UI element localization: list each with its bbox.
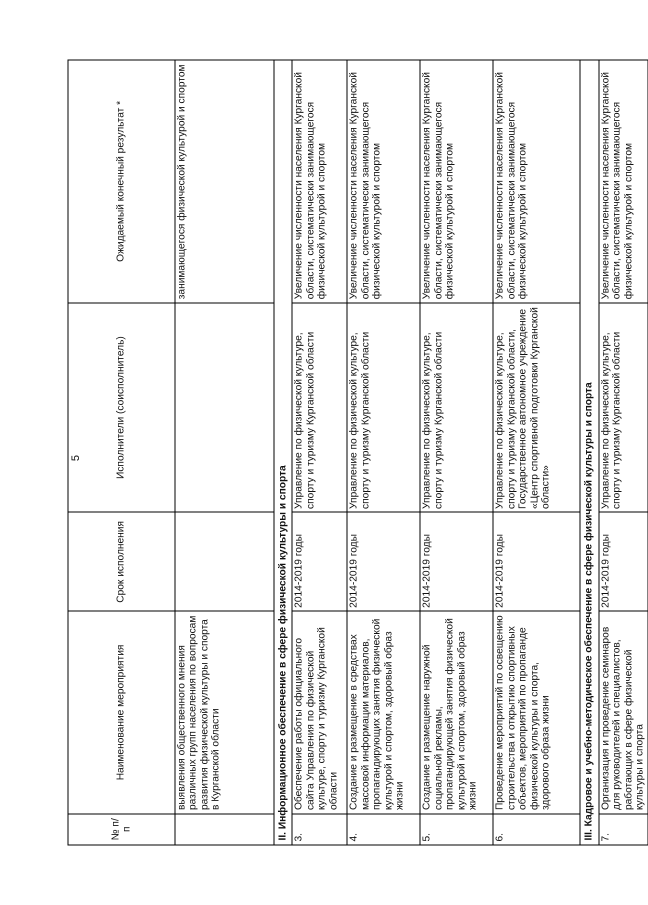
header-executors: Исполнители (соисполнитель) (68, 302, 175, 512)
cell-executors: Управление по физической культуре, спорту и туризму Курганской области (599, 302, 648, 512)
cell-result: Увеличение численности населения Курганской области, систематически занимающегося физической культурой и спортом (420, 60, 493, 303)
table-row (599, 60, 648, 845)
cell-deadline: 2014-2019 годы (599, 512, 648, 611)
cell-num: 4. (347, 813, 420, 844)
cell-num: 5. (420, 813, 493, 844)
table-row (493, 60, 580, 845)
measures-table (68, 59, 648, 845)
cell-deadline: 2014-2019 годы (292, 512, 347, 611)
cell-name: Организация и проведение семинаров для руководителей и специалистов, работающих в сфере физической культуры и спорта (599, 611, 648, 813)
section-heading: II. Информационное обеспечение в сфере физической культуры и спорта (274, 60, 292, 845)
cell-num: 3. (292, 813, 347, 844)
cell-result: Увеличение численности населения Курганской области, систематически занимающегося физической культурой и спортом (493, 60, 580, 303)
header-deadline: Срок исполнения (68, 512, 175, 611)
cell-name: Обеспечение работы официального сайта Управления по физической культуре, спорту и туризму Курганской области (292, 611, 347, 813)
table-header-row (68, 60, 175, 845)
cell-executors (175, 302, 274, 512)
cell-executors: Управление по физической культуре, спорту и туризму Курганской области (347, 302, 420, 512)
cell-name: выявления общественного мнения различных групп населения по вопросам развития физической культуры и спорта в Курганской области (175, 611, 274, 813)
header-num: № п/п (68, 813, 175, 844)
cell-deadline: 2014-2019 годы (493, 512, 580, 611)
cell-executors: Управление по физической культуре, спорту и туризму Курганской области, Государственное автономное учреждение «Центр спортивной подготовки Курганской области» (493, 302, 580, 512)
header-name: Наименование мероприятия (68, 611, 175, 813)
section-row-2 (274, 60, 292, 845)
cell-num: 7. (599, 813, 648, 844)
cell-result: Увеличение численности населения Курганской области, систематически занимающегося физической культурой и спортом (599, 60, 648, 303)
cell-result: Увеличение численности населения Курганской области, систематически занимающегося физической культурой и спортом (292, 60, 347, 303)
cell-num (175, 813, 274, 844)
cell-result: занимающегося физической культурой и спортом (175, 60, 274, 303)
cell-name: Создание и размещение наружной социальной рекламы, пропагандирующей занятия физической культурой и спортом, здоровый образ жизни (420, 611, 493, 813)
cell-result: Увеличение численности населения Курганской области, систематически занимающегося физической культурой и спортом (347, 60, 420, 303)
section-heading: III. Кадровое и учебно-методическое обеспечение в сфере физической культуры и спорта (580, 60, 598, 845)
cell-name: Проведение мероприятий по освещению строительства и открытию спортивных объектов, мероприятий по пропаганде физической культуры и спорта, здорового образа жизни (493, 611, 580, 813)
cell-deadline: 2014-2019 годы (347, 512, 420, 611)
header-result: Ожидаемый конечный результат * (68, 60, 175, 303)
table-row-continuation (175, 60, 274, 845)
cell-num: 6. (493, 813, 580, 844)
table-row (420, 60, 493, 845)
cell-name: Создание и размещение в средствах массовой информации материалов, пропагандирующих занятия физической культурой и спортом, здоровый образ жизни (347, 611, 420, 813)
cell-deadline: 2014-2019 годы (420, 512, 493, 611)
table-row (292, 60, 347, 845)
page-number: 5 (70, 454, 83, 462)
table-row (347, 60, 420, 845)
cell-executors: Управление по физической культуре, спорту и туризму Курганской области (420, 302, 493, 512)
cell-deadline (175, 512, 274, 611)
cell-executors: Управление по физической культуре, спорту и туризму Курганской области (292, 302, 347, 512)
section-row-3 (580, 60, 598, 845)
document-sheet (68, 59, 646, 845)
